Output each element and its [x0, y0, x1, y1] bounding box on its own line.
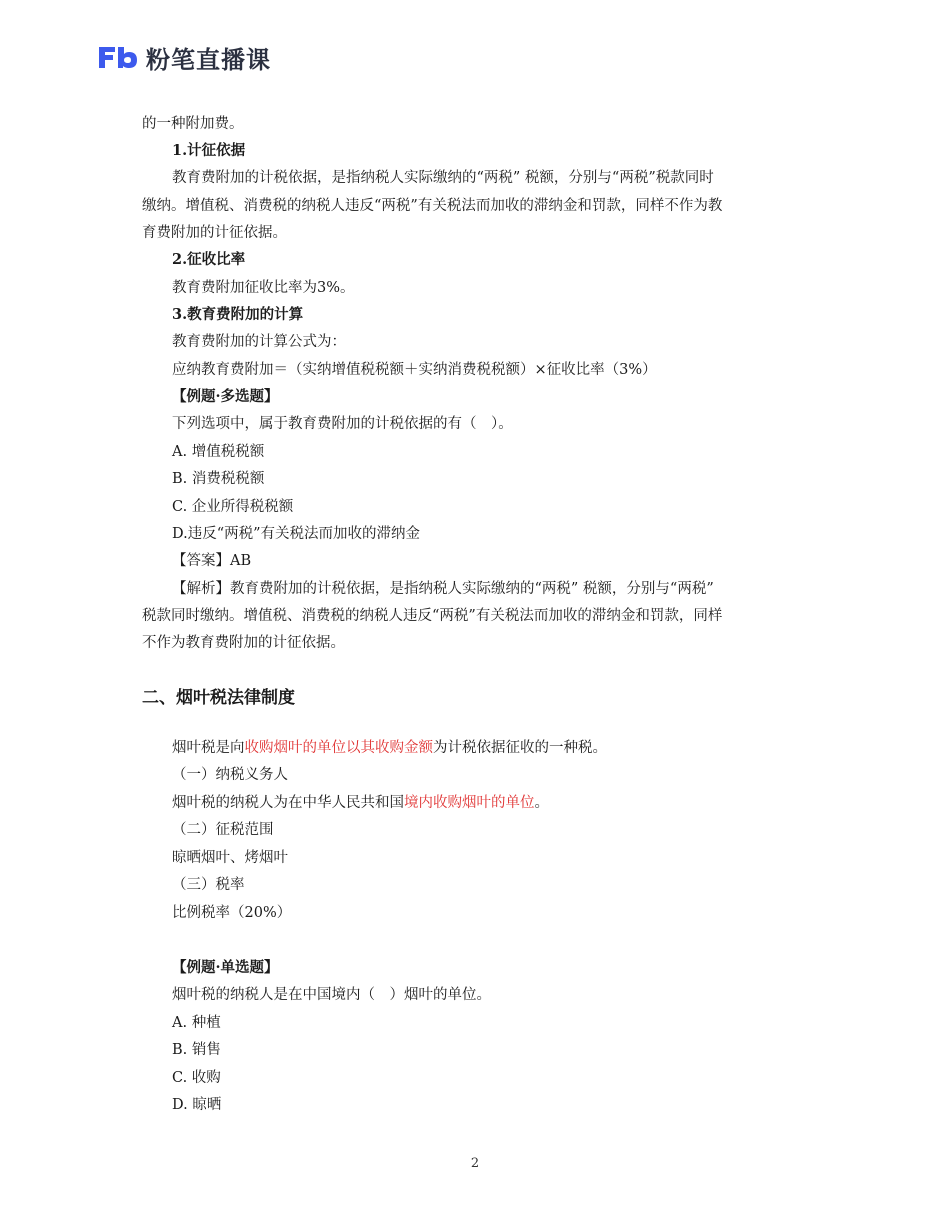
subsection-scope: （二）征税范围: [172, 822, 274, 838]
highlight-text: 境内收购烟叶的单位: [404, 795, 535, 811]
answer-value: AB: [230, 553, 252, 569]
heading-calculation: 3.教育费附加的计算: [172, 306, 304, 323]
taxpayer-line: [172, 793, 549, 813]
answer-tag: 【答案】: [172, 553, 230, 569]
brand-logo: [96, 40, 271, 74]
text-line: 教育费附加的计算公式为：: [172, 334, 346, 350]
fb-logo-icon: [96, 42, 140, 72]
question-text: 烟叶税的纳税人是在中国境内（ ）烟叶的单位。: [172, 987, 491, 1003]
text-line: 教育费附加的计税依据，是指纳税人实际缴纳的“两税” 税额，分别与“两税”税款同时: [172, 170, 714, 186]
heading-basis: 1.计征依据: [172, 142, 246, 159]
subsection-taxpayer: （一）纳税义务人: [172, 767, 288, 783]
text-line: 比例税率（20%）: [172, 905, 292, 921]
heading-rate: 2.征收比率: [172, 251, 246, 268]
question-text: 下列选项中，属于教育费附加的计税依据的有（ ）。: [172, 416, 513, 432]
subsection-rate: （三）税率: [172, 877, 245, 893]
page-number: 2: [470, 1156, 480, 1171]
text-span: 烟叶税是向: [172, 740, 245, 756]
option-c: C. 企业所得税税额: [172, 499, 294, 515]
text-line: 的一种附加费。: [142, 116, 244, 132]
option-c: C. 收购: [172, 1070, 221, 1086]
option-a: A. 种植: [172, 1015, 221, 1031]
answer-line: [172, 551, 251, 571]
text-span: 为计税依据征收的一种税。: [433, 740, 607, 756]
explanation-tag: 【解析】: [172, 581, 230, 597]
option-a: A. 增值税税额: [172, 444, 265, 460]
example-tag: 【例题·单选题】: [172, 959, 279, 976]
text-line: 育费附加的计征依据。: [142, 225, 287, 241]
intro-line: [172, 738, 607, 758]
explanation-text: 教育费附加的计税依据，是指纳税人实际缴纳的“两税” 税额，分别与“两税”: [230, 581, 714, 597]
brand-name: 粉笔直播课: [146, 45, 271, 74]
text-line: 不作为教育费附加的计征依据。: [142, 635, 345, 651]
section-title: 二、烟叶税法律制度: [142, 688, 295, 708]
text-span: 烟叶税的纳税人为在中华人民共和国: [172, 795, 404, 811]
explanation-line: [172, 579, 714, 599]
option-b: B. 消费税税额: [172, 471, 265, 487]
formula-line: 应纳教育费附加＝（实纳增值税税额＋实纳消费税税额）×征收比率（3%）: [172, 362, 657, 378]
text-line: 晾晒烟叶、烤烟叶: [172, 850, 288, 866]
option-d: D. 晾晒: [172, 1097, 222, 1113]
option-b: B. 销售: [172, 1042, 221, 1058]
text-line: 教育费附加征收比率为3%。: [172, 280, 355, 296]
highlight-text: 收购烟叶的单位以其收购金额: [244, 740, 433, 756]
text-line: 税款同时缴纳。增值税、消费税的纳税人违反“两税”有关税法而加收的滞纳金和罚款，同样: [142, 608, 723, 624]
text-span: 。: [534, 795, 549, 811]
option-d: D.违反“两税”有关税法而加收的滞纳金: [172, 526, 421, 542]
example-tag: 【例题·多选题】: [172, 388, 279, 405]
text-line: 缴纳。增值税、消费税的纳税人违反“两税”有关税法而加收的滞纳金和罚款，同样不作为教: [142, 198, 723, 214]
